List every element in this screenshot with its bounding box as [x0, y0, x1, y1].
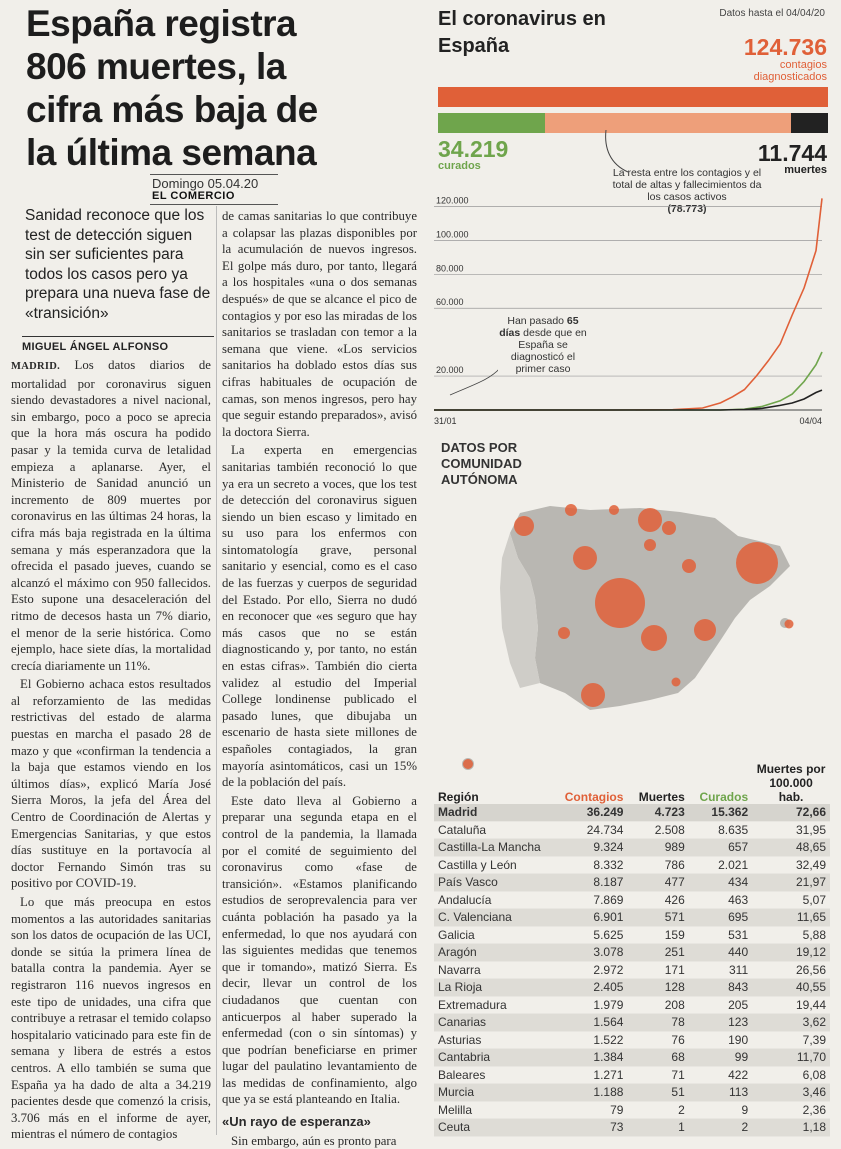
- cell-curados: 113: [689, 1084, 752, 1102]
- header-contagios: Contagios: [564, 790, 624, 804]
- paragraph: El Gobierno achaca estos resultados al reforzamiento de las medidas restrictivas del estado de alarma puestas en marcha el pasado 28 de mazo y que «confirman la tendencia a la baja que estamos viendo en los últimos días», explicó María José Sierra Moros, la jefa del Área del Centro de Coordinación de Alertas y Emergencias Sanitarias, y que estos días sustituye en la portavocía al doctor Fernando Simón tras su positivo por COVID-19.: [11, 677, 211, 891]
- bubble-cataluna: [736, 542, 778, 584]
- cell-curados: 190: [728, 1032, 749, 1047]
- cell-contagios: 1.188: [550, 1084, 627, 1102]
- cell-rate: 2,36: [802, 1102, 826, 1117]
- cell-contagios: 3.078: [550, 944, 627, 962]
- cell-contagios: 36.249: [550, 804, 627, 821]
- header-deaths-per-100k: Muertes por 100.000 hab.: [756, 762, 826, 804]
- author-byline: MIGUEL ÁNGEL ALFONSO: [22, 336, 214, 353]
- cell-curados: 2: [689, 1119, 752, 1137]
- bubble-galicia: [514, 516, 534, 536]
- column-divider: [216, 206, 217, 1135]
- x-tick-label: 31/01: [434, 416, 457, 426]
- paragraph: La experta en emergencias sanitarias también reconoció lo que ya era un secreto a voces, que los test de detección del coronavirus siguen siendo un bien escaso y limitado en su uso para los enfermos con sintomatología grave, personal sanitario y esencial, como es el caso de las fuerzas y cuerpos de seguridad del Estado. Por ello, Sierra no dudó en reconocer que «es seguro que hay más casos que no se están diagnosticando y, por tanto, no están en estas cifras». También dio cierta validez al estudio del Imperial College londinense publicado el pasado lunes, que dibujaba un escenario de hasta siete millones de españoles contagiados, la gran mayoría asintomáticos, casi un 15% de la población del país.: [222, 443, 417, 790]
- cell-contagios: 8.332: [593, 857, 624, 872]
- cell-contagios: 8.187: [550, 874, 627, 892]
- data-date-note: Datos hasta el 04/04/20: [719, 8, 825, 19]
- cell-muertes: 4.723: [627, 804, 688, 821]
- cell-region: Galicia: [438, 927, 475, 942]
- bubble-extremadura: [558, 627, 570, 639]
- cell-rate: 40,55: [752, 979, 830, 997]
- table-row: [434, 944, 830, 962]
- active-bar-segment: [545, 113, 791, 133]
- subheadline: Sanidad reconoce que los test de detección siguen sin ser suficientes para todos los casos pero ya prepara una nueva fase de «transición»: [25, 207, 211, 322]
- cell-curados: 123: [689, 1014, 752, 1032]
- header-muertes: Muertes: [638, 790, 685, 804]
- cell-region: Canarias: [434, 1014, 550, 1032]
- cell-region: Melilla: [438, 1102, 473, 1117]
- cell-curados: 422: [728, 1067, 749, 1082]
- cell-region: C. Valenciana: [434, 909, 550, 927]
- cell-contagios: 1.271: [593, 1067, 624, 1082]
- y-tick-label: 100.000: [436, 229, 469, 240]
- bubble-pais-vasco: [638, 508, 662, 532]
- cell-rate: 5,07: [802, 892, 826, 907]
- cell-rate: 5,88: [802, 927, 826, 942]
- cell-curados: 695: [689, 909, 752, 927]
- cell-contagios: 2.405: [550, 979, 627, 997]
- cell-region: País Vasco: [434, 874, 550, 892]
- cell-contagios: 1.979: [593, 997, 624, 1012]
- bubble-cantabria: [609, 505, 619, 515]
- deaths-value: 11.744: [757, 140, 827, 166]
- cell-region: Baleares: [438, 1067, 486, 1082]
- cell-rate: 11,70: [752, 1049, 830, 1067]
- cell-curados: 205: [728, 997, 749, 1012]
- cell-muertes: 51: [627, 1084, 688, 1102]
- cell-contagios: 7.869: [593, 892, 624, 907]
- cell-contagios: 1.564: [550, 1014, 627, 1032]
- total-cases-bar: [438, 87, 828, 107]
- regions-table: [434, 762, 830, 1137]
- total-cases-value: 124.736: [743, 34, 827, 60]
- paragraph: Sin embargo, aún es pronto para: [231, 1133, 397, 1148]
- cell-region: Asturias: [438, 1032, 482, 1047]
- cell-rate: 1,18: [752, 1119, 830, 1137]
- paragraph: de camas sanitarias lo que contribuye a colapsar las plazas disponibles por la acumulación de nuevos ingresos. El golpe más duro, por tanto, llegará a los hospitales «una o dos semanas después» de que se alcance el pico de contagios y por eso las miradas de los sanitarios se trasladan con temor a la semana que viene. «Los servicios sanitarios ha doblado estos días sus cifras habituales de ocupación de camas, son menos ingresos, pero hay que seguir estando preparados», avisó la doctora Sierra.: [222, 209, 417, 439]
- paragraph: Los datos diarios de mortalidad por coronavirus siguen siendo devastadores a nivel nacional, sin embargo, poco a poco se aprecia que la hora más oscura ha podido pasar y la temida curva de letalidad empieza a aplanarse. Ayer, el Ministerio de Sanidad anunció un incremento de 809 muertes por coronavirus en las últimas 24 horas, la cifra más baja registrada en la última semana y más esperanzadora que la ofrecida el pasado jueves, cuando se alcanzó el máximo con 950 fallecidos. Esto supone una desaceleración del ritmo de decesos hasta un 7% diario, el menor de la serie histórica. Como ejemplo, hace siete días, la mortalidad crecía diariamente un 11%.: [11, 358, 211, 673]
- bubble-aragon: [682, 559, 696, 573]
- cell-muertes: 159: [664, 927, 685, 942]
- y-tick-label: 80.000: [436, 263, 464, 274]
- y-tick-label: 20.000: [436, 365, 464, 376]
- cell-muertes: 477: [627, 874, 688, 892]
- infographic-title: El coronavirus en España: [438, 8, 606, 57]
- cell-muertes: 426: [664, 892, 685, 907]
- cell-muertes: 208: [664, 997, 685, 1012]
- bubble-madrid: [595, 578, 645, 628]
- table-row: [434, 1084, 830, 1102]
- cell-rate: 72,66: [752, 804, 830, 821]
- cell-curados: 843: [689, 979, 752, 997]
- table-row: [434, 996, 830, 1014]
- cell-curados: 531: [728, 927, 749, 942]
- table-row: [434, 874, 830, 892]
- bubble-baleares: [785, 620, 794, 629]
- total-cases-label: contagios diagnosticados: [753, 59, 827, 83]
- recovered-value: 34.219: [438, 136, 509, 162]
- table-row: [434, 1014, 830, 1032]
- series-line-0: [434, 198, 822, 410]
- table-row: [434, 961, 830, 979]
- spain-map-shape: [510, 506, 790, 710]
- table-row: [434, 804, 830, 821]
- divider: [150, 204, 278, 205]
- cell-curados: 434: [689, 874, 752, 892]
- article-column-1: [11, 357, 211, 1142]
- newspaper-name: EL COMERCIO: [152, 190, 235, 202]
- cell-rate: 11,65: [752, 909, 830, 927]
- cell-curados: 99: [689, 1049, 752, 1067]
- cell-region: Andalucía: [438, 892, 492, 907]
- cell-curados: 8.635: [718, 822, 749, 837]
- paragraph: Este dato lleva al Gobierno a preparar una segunda etapa en el control de la pandemia, la llamada por el comité de seguimiento del coronavirus como «fase de transición». «Estamos planificando estudios de seroprevalencia para ver cuánta población ha pasado ya la enfermedad, lo que nos ayudará con las siguientes medidas que tenemos que ir tomando», matizó Sierra. Es decir, llevar un control de los ciudadanos que cuentan con anticuerpos al haber superado la enfermedad (con o sin síntomas) y que podrían beneficiarse en primer lugar del paulatino levantamiento de las medidas de confinamiento, algo que ya se está planteando en Italia.: [222, 793, 417, 1107]
- y-tick-label: 60.000: [436, 297, 464, 308]
- bubble-asturias: [565, 504, 577, 516]
- series-line-2: [434, 390, 822, 410]
- location-lead: MADRID.: [11, 361, 61, 372]
- paragraph: Lo que más preocupa en estos momentos a las autoridades sanitarias son los datos de ocupación de las UCI, donde se sitúa la primera línea de batalla contra la pandemia. Ayer se registraron 116 nuevos ingresos en este tipo de unidades, una cifra que contribuye a retrasar el temido colapso hospitalario vaticinado para este fin de semana y libera de estrés a estos centros. A ello también se suma que España ya ha dado de alta a 34.219 pacientes desde que comenzó la crisis, 3.706 más en el informe de ayer, mientras el número de contagios: [11, 895, 211, 1142]
- cell-region: Extremadura: [438, 997, 507, 1012]
- cell-curados: 657: [689, 839, 752, 857]
- cell-muertes: 71: [671, 1067, 685, 1082]
- cell-region: Madrid: [434, 804, 550, 821]
- cell-muertes: 78: [627, 1014, 688, 1032]
- cell-contagios: 6.901: [550, 909, 627, 927]
- cell-region: Cantabria: [434, 1049, 550, 1067]
- deaths-label: muertes: [784, 164, 827, 176]
- table-row: [434, 891, 830, 909]
- cell-rate: 6,08: [802, 1067, 826, 1082]
- cell-curados: 9: [741, 1102, 749, 1117]
- table-row: [434, 839, 830, 857]
- cell-curados: 463: [728, 892, 749, 907]
- cell-contagios: 79: [610, 1102, 624, 1117]
- cell-rate: 21,97: [752, 874, 830, 892]
- cell-region: Castilla y León: [438, 857, 517, 872]
- cell-contagios: 1.384: [550, 1049, 627, 1067]
- cell-curados: 15.362: [689, 804, 752, 821]
- cell-region: Navarra: [438, 962, 481, 977]
- table-row: [434, 1066, 830, 1084]
- cell-rate: 3,62: [752, 1014, 830, 1032]
- table-row: [434, 979, 830, 997]
- cell-muertes: 571: [627, 909, 688, 927]
- days-since-first-case-note: Han pasado 65 días desde que en España se diagnosticó el primer caso: [499, 315, 587, 375]
- cell-muertes: 2: [678, 1102, 685, 1117]
- cell-contagios: 5.625: [593, 927, 624, 942]
- cell-rate: 7,39: [802, 1032, 826, 1047]
- cell-region: Cataluña: [438, 822, 487, 837]
- section-subtitle: «Un rayo de esperanza»: [222, 1114, 371, 1130]
- cell-muertes: 1: [627, 1119, 688, 1137]
- series-line-1: [434, 352, 822, 410]
- cell-region: Murcia: [434, 1084, 550, 1102]
- cell-contagios: 2.972: [593, 962, 624, 977]
- cell-muertes: 2.508: [654, 822, 685, 837]
- cell-rate: 31,95: [795, 822, 826, 837]
- bubble-andalucia: [581, 683, 605, 707]
- bubble-castilla-la-mancha: [641, 625, 667, 651]
- headline: España registra 806 muertes, la cifra más baja de la última semana: [26, 3, 318, 173]
- cell-contagios: 73: [550, 1119, 627, 1137]
- table-row: [434, 1101, 830, 1119]
- table-row: [434, 856, 830, 874]
- bubble-murcia: [672, 678, 681, 687]
- cell-region: Castilla-La Mancha: [434, 839, 550, 857]
- cell-muertes: 786: [664, 857, 685, 872]
- table-row: [434, 926, 830, 944]
- cell-muertes: 68: [627, 1049, 688, 1067]
- cell-rate: 48,65: [752, 839, 830, 857]
- active-cases-note-text: La resta entre los contagios y el total de altas y fallecimientos da los casos activos: [612, 167, 762, 203]
- cell-rate: 3,46: [752, 1084, 830, 1102]
- cell-muertes: 251: [627, 944, 688, 962]
- divider: [150, 174, 278, 175]
- cell-rate: 19,12: [752, 944, 830, 962]
- bubble-castilla-y-leon: [573, 546, 597, 570]
- cell-rate: 26,56: [795, 962, 826, 977]
- table-row: [434, 1119, 830, 1137]
- header-region: Región: [438, 790, 479, 804]
- cases-line-chart: [430, 190, 830, 430]
- table-header-row: [434, 762, 830, 804]
- cell-rate: 32,49: [795, 857, 826, 872]
- deaths-bar-segment: [791, 113, 828, 133]
- regions-section-title: DATOS POR COMUNIDAD AUTÓNOMA: [441, 440, 522, 487]
- article-column-2: [222, 208, 417, 1148]
- cell-region: La Rioja: [434, 979, 550, 997]
- bubble-la-rioja: [644, 539, 656, 551]
- cell-rate: 19,44: [795, 997, 826, 1012]
- cell-curados: 311: [728, 962, 749, 977]
- bubble-c-valenciana: [694, 619, 716, 641]
- days-count: 65 días: [499, 315, 579, 339]
- recovered-bar-segment: [438, 113, 545, 133]
- cell-curados: 440: [689, 944, 752, 962]
- cell-contagios: 9.324: [550, 839, 627, 857]
- x-tick-label: 04/04: [799, 416, 822, 426]
- cell-muertes: 989: [627, 839, 688, 857]
- table-row: [434, 821, 830, 839]
- cell-region: Ceuta: [434, 1119, 550, 1137]
- cell-region: Aragón: [434, 944, 550, 962]
- table-row: [434, 1049, 830, 1067]
- active-cases-value: (78.773): [667, 203, 707, 215]
- table-row: [434, 909, 830, 927]
- spain-bubble-map: [480, 488, 820, 778]
- table-row: [434, 1031, 830, 1049]
- cell-contagios: 1.522: [593, 1032, 624, 1047]
- cell-contagios: 24.734: [586, 822, 624, 837]
- cell-muertes: 171: [664, 962, 685, 977]
- y-tick-label: 120.000: [436, 195, 469, 206]
- dateline: Domingo 05.04.20: [152, 176, 259, 191]
- cell-muertes: 128: [627, 979, 688, 997]
- header-curados: Curados: [699, 790, 749, 804]
- cell-muertes: 76: [671, 1032, 685, 1047]
- cell-curados: 2.021: [718, 857, 749, 872]
- bubble-navarra: [662, 521, 676, 535]
- recovered-label: curados: [438, 160, 481, 172]
